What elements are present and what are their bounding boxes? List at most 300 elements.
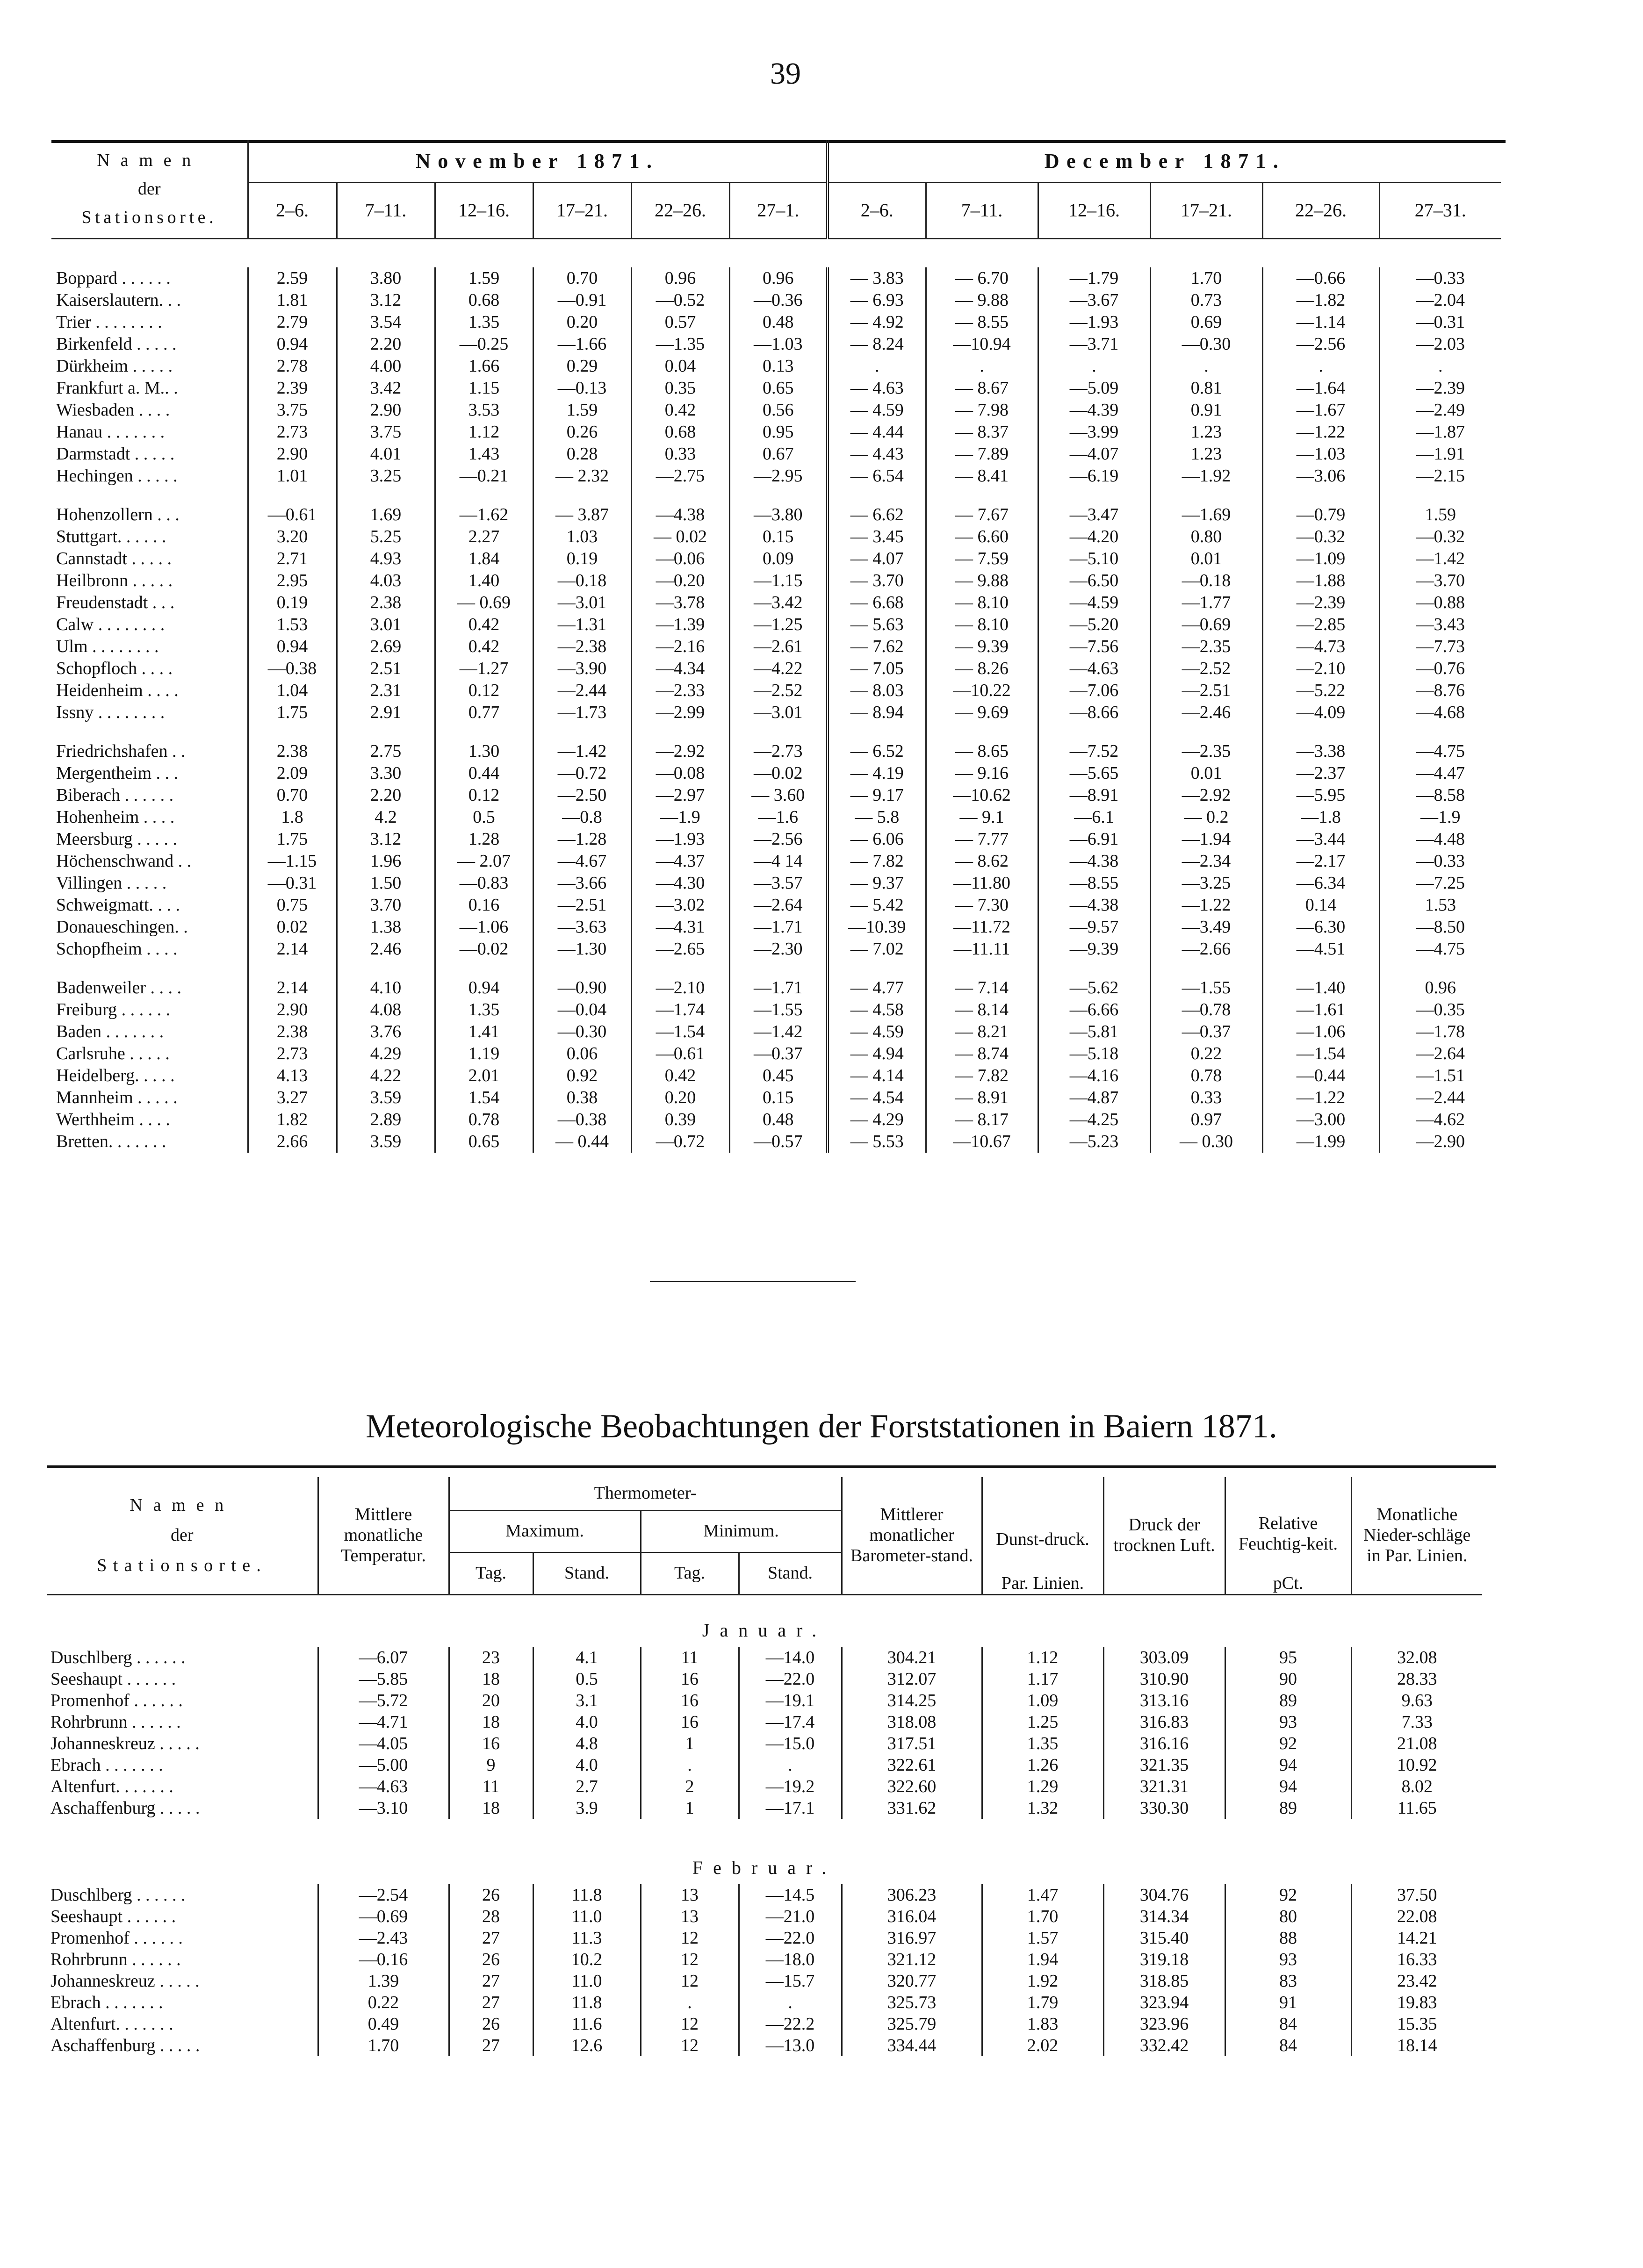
temperature-cell: —4.39 [1038,399,1150,421]
temperature-cell: —3.01 [729,702,828,724]
table-row [51,333,1501,355]
value-cell: —2.43 [318,1927,449,1949]
temperature-cell: 1.59 [533,399,631,421]
value-cell: —2.54 [318,1884,449,1906]
table-row [47,1906,1482,1927]
temperature-cell: 2.46 [337,938,435,960]
t2-mittlere-header: Mittlere monatliche Temperatur. [318,1477,449,1594]
temperature-cell: 5.25 [337,526,435,548]
temperature-cell: 0.48 [729,1109,828,1131]
temperature-cell: 3.12 [337,289,435,311]
temperature-cell: —1.22 [1262,421,1379,443]
temperature-cell: 2.38 [337,592,435,614]
temperature-cell: —2.73 [729,740,828,762]
temperature-cell: — 8.67 [926,377,1038,399]
temperature-cell: 1.8 [248,806,337,828]
temperature-cell: —1.09 [1262,548,1379,570]
value-cell: 83 [1225,1970,1351,1992]
period-header-nov: 12–16. [435,182,533,238]
station-name: Rohrbrunn . . . . . . [50,1949,181,1969]
temperature-cell: 1.75 [248,702,337,724]
table-row [51,680,1501,702]
station-name: Friedrichshafen . . [56,741,186,761]
temperature-cell: 0.96 [729,267,828,289]
temperature-cell: — 7.05 [828,658,926,680]
station-name: Kaiserslautern. . . [56,290,181,310]
t2-druck-header: Druck der trocknen Luft. [1103,1477,1225,1594]
value-cell: 1.57 [982,1927,1103,1949]
temperature-cell: —4.30 [631,872,729,894]
temperature-cell: —1.03 [729,333,828,355]
month-header-december: December 1871. [828,140,1501,182]
temperature-cell: 0.19 [533,548,631,570]
temperature-cell: 0.65 [435,1131,533,1153]
temperature-cell: 0.5 [435,806,533,828]
temperature-cell: 2.91 [337,702,435,724]
station-name: Ebrach . . . . . . . [50,1992,163,2012]
station-name: Heidenheim . . . . [56,681,179,700]
temperature-cell: —1.39 [631,614,729,636]
station-name: Wiesbaden . . . . [56,400,170,420]
temperature-cell: —8.91 [1038,784,1150,806]
temperature-cell: —1.22 [1262,1087,1379,1109]
temperature-cell: —2.44 [1379,1087,1501,1109]
value-cell: 306.23 [842,1884,982,1906]
t2-maximum-header: Maximum. [449,1510,641,1552]
temperature-cell: 2.79 [248,311,337,333]
temperature-cell: —0.18 [533,570,631,592]
value-cell: 11.8 [533,1992,641,2013]
table2-top-rule [47,1465,1496,1468]
temperature-cell: —1.28 [533,828,631,850]
temperature-cell: —3.63 [533,916,631,938]
temperature-cell: 0.35 [631,377,729,399]
t2-thermometer-header: Thermometer- [449,1477,842,1510]
temperature-cell: —0.20 [631,570,729,592]
temperature-cell: 0.39 [631,1109,729,1131]
temperature-cell: —3.70 [1379,570,1501,592]
value-cell: 0.49 [318,2013,449,2035]
temperature-cell: 0.13 [729,355,828,377]
temperature-cell: —10.39 [828,916,926,938]
temperature-cell: 1.35 [435,311,533,333]
station-name: Baden . . . . . . . [56,1022,164,1041]
temperature-cell: 0.69 [1150,311,1262,333]
temperature-cell: —9.57 [1038,916,1150,938]
temperature-cell: —1.64 [1262,377,1379,399]
station-name: Freiburg . . . . . . [56,1000,171,1019]
temperature-cell: —4.07 [1038,443,1150,465]
temperature-cell: 1.35 [435,999,533,1021]
value-cell: 1.32 [982,1797,1103,1819]
table-row [51,399,1501,421]
table-row [51,636,1501,658]
period-header-dec: 7–11. [926,182,1038,238]
temperature-cell: —2.56 [729,828,828,850]
value-cell: 1.79 [982,1992,1103,2013]
temperature-cell: — 3.70 [828,570,926,592]
value-cell: 322.60 [842,1776,982,1797]
temperature-cell: —8.66 [1038,702,1150,724]
temperature-cell: —5.20 [1038,614,1150,636]
temperature-cell: — 8.55 [926,311,1038,333]
temperature-cell: 0.56 [729,399,828,421]
temperature-cell: — 9.16 [926,762,1038,784]
temperature-cell: 0.70 [533,267,631,289]
t2-max-tag-header: Tag. [449,1552,533,1594]
temperature-cell: 3.42 [337,377,435,399]
temperature-cell: —3.66 [533,872,631,894]
temperature-cell: — 7.67 [926,504,1038,526]
temperature-cell: 3.75 [337,421,435,443]
value-cell: 331.62 [842,1797,982,1819]
value-cell: 1.70 [982,1906,1103,1927]
temperature-cell: 4.03 [337,570,435,592]
value-cell: . [641,1992,739,2013]
temperature-cell: . [828,355,926,377]
value-cell: 4.8 [533,1733,641,1754]
temperature-cell: —2.17 [1262,850,1379,872]
value-cell: 10.2 [533,1949,641,1970]
temperature-cell: —3.71 [1038,333,1150,355]
temperature-cell: —1.51 [1379,1065,1501,1087]
temperature-cell: —1.42 [1379,548,1501,570]
table-row [47,1992,1482,2013]
temperature-cell: 1.81 [248,289,337,311]
temperature-cell: 4.13 [248,1065,337,1087]
temperature-cell: — 5.63 [828,614,926,636]
value-cell: —22.0 [739,1927,842,1949]
temperature-cell: — 2.32 [533,465,631,487]
temperature-cell: 2.66 [248,1131,337,1153]
temperature-cell: —0.30 [533,1021,631,1043]
temperature-cell: 3.01 [337,614,435,636]
table-row [51,355,1501,377]
temperature-cell: —1.93 [1038,311,1150,333]
value-cell: —17.4 [739,1711,842,1733]
temperature-cell: 2.73 [248,1043,337,1065]
table-row [51,872,1501,894]
temperature-cell: —4.31 [631,916,729,938]
temperature-cell: — 9.39 [926,636,1038,658]
temperature-cell: 0.09 [729,548,828,570]
value-cell: 303.09 [1103,1647,1225,1668]
value-cell: 15.35 [1351,2013,1482,2035]
temperature-cell: 3.80 [337,267,435,289]
temperature-cell: —3.01 [533,592,631,614]
temperature-cell: 0.42 [631,399,729,421]
value-cell: 28 [449,1906,533,1927]
value-cell: 318.08 [842,1711,982,1733]
temperature-cell: 2.89 [337,1109,435,1131]
temperature-cell: — 9.17 [828,784,926,806]
temperature-cell: 1.66 [435,355,533,377]
temperature-cell: 0.94 [248,333,337,355]
temperature-cell: —4.68 [1379,702,1501,724]
temperature-cell: —5.10 [1038,548,1150,570]
temperature-cell: —4.16 [1038,1065,1150,1087]
value-cell: 27 [449,2035,533,2056]
temperature-cell: —2.50 [533,784,631,806]
table-row [47,1949,1482,1970]
temperature-cell: 0.29 [533,355,631,377]
temperature-cell: 0.26 [533,421,631,443]
temperature-cell: 1.82 [248,1109,337,1131]
value-cell: 4.0 [533,1754,641,1776]
temperature-cell: —3.78 [631,592,729,614]
temperature-cell: 1.96 [337,850,435,872]
temperature-cell: . [926,355,1038,377]
temperature-cell: —3.47 [1038,504,1150,526]
temperature-cell: 4.93 [337,548,435,570]
value-cell: 320.77 [842,1970,982,1992]
temperature-cell: 2.90 [248,999,337,1021]
temperature-cell: —3.80 [729,504,828,526]
table-row [51,658,1501,680]
temperature-cell: —1.92 [1150,465,1262,487]
temperature-cell: —1.55 [729,999,828,1021]
station-name: Schopfheim . . . . [56,939,178,959]
table-row [51,592,1501,614]
temperature-cell: —4.20 [1038,526,1150,548]
station-name: Seeshaupt . . . . . . [50,1906,176,1926]
temperature-cell: —1.82 [1262,289,1379,311]
value-cell: 334.44 [842,2035,982,2056]
temperature-cell: — 9.88 [926,570,1038,592]
temperature-cell: — 2.07 [435,850,533,872]
temperature-cell: — 7.14 [926,977,1038,999]
station-name: Heilbronn . . . . . [56,571,173,590]
value-cell: 312.07 [842,1668,982,1690]
value-cell: 323.96 [1103,2013,1225,2035]
value-cell: 37.50 [1351,1884,1482,1906]
temperature-cell: —3.49 [1150,916,1262,938]
value-cell: 11 [449,1776,533,1797]
value-cell: —5.85 [318,1668,449,1690]
value-cell: —4.71 [318,1711,449,1733]
temperature-cell: —1.27 [435,658,533,680]
temperature-cell: —1.91 [1379,443,1501,465]
separator-rule [650,1281,856,1282]
station-name: Issny . . . . . . . . [56,703,165,722]
value-cell: 11.65 [1351,1797,1482,1819]
station-name: Mannheim . . . . . [56,1088,178,1107]
temperature-cell: —4.62 [1379,1109,1501,1131]
temperature-cell: 0.92 [533,1065,631,1087]
temperature-cell: —4.38 [1038,850,1150,872]
temperature-cell: — 9.88 [926,289,1038,311]
table-row [47,1733,1482,1754]
temperature-cell: —6.91 [1038,828,1150,850]
station-name: Villingen . . . . . [56,873,167,893]
value-cell: 11.8 [533,1884,641,1906]
temperature-cell: —4.09 [1262,702,1379,724]
value-cell: 332.42 [1103,2035,1225,2056]
value-cell: 1.83 [982,2013,1103,2035]
temperature-cell: 1.15 [435,377,533,399]
temperature-cell: 2.78 [248,355,337,377]
temperature-cell: 0.67 [729,443,828,465]
station-name: Ulm . . . . . . . . [56,637,159,656]
temperature-cell: —1.73 [533,702,631,724]
temperature-cell: —4.59 [1038,592,1150,614]
temperature-cell: —2.90 [1379,1131,1501,1153]
value-cell: 12 [641,2013,739,2035]
temperature-cell: 3.59 [337,1087,435,1109]
station-name: Carlsruhe . . . . . [56,1044,170,1063]
table-row [47,1647,1482,1668]
temperature-cell: 0.14 [1262,894,1379,916]
temperature-cell: 1.40 [435,570,533,592]
table-row [51,570,1501,592]
value-cell: 1.26 [982,1754,1103,1776]
temperature-cell: 0.20 [533,311,631,333]
value-cell: —6.07 [318,1647,449,1668]
temperature-cell: 3.54 [337,311,435,333]
temperature-cell: —6.1 [1038,806,1150,828]
temperature-cell: 2.14 [248,977,337,999]
temperature-cell: —1.54 [631,1021,729,1043]
table-row [47,1690,1482,1711]
temperature-cell: 1.28 [435,828,533,850]
temperature-cell: —2.64 [729,894,828,916]
station-name: Promenhof . . . . . . [50,1928,183,1948]
temperature-cell: 4.08 [337,999,435,1021]
temperature-cell: 0.97 [1150,1109,1262,1131]
temperature-cell: —5.81 [1038,1021,1150,1043]
temperature-cell: 1.53 [1379,894,1501,916]
temperature-cell: —0.8 [533,806,631,828]
temperature-cell: 2.20 [337,784,435,806]
temperature-cell: 0.12 [435,784,533,806]
temperature-cell: —1.42 [729,1021,828,1043]
value-cell: 89 [1225,1797,1351,1819]
t2-relative-header: Relative Feuchtig-keit. pCt. [1225,1477,1351,1594]
table-row [51,916,1501,938]
temperature-cell: 1.59 [435,267,533,289]
value-cell: 9.63 [1351,1690,1482,1711]
temperature-cell: —2.99 [631,702,729,724]
table-row [51,548,1501,570]
temperature-cell: —2.10 [1262,658,1379,680]
temperature-cell: 2.38 [248,740,337,762]
value-cell: 27 [449,1927,533,1949]
group-gap [51,960,1501,977]
value-cell: 93 [1225,1949,1351,1970]
temperature-cell: —2.04 [1379,289,1501,311]
temperature-cell: 4.22 [337,1065,435,1087]
temperature-cell: — 8.41 [926,465,1038,487]
temperature-cell: —2.34 [1150,850,1262,872]
temperature-cell: 0.38 [533,1087,631,1109]
temperature-cell: —7.25 [1379,872,1501,894]
temperature-cell: —2.66 [1150,938,1262,960]
t2-niederschlaege-header: Monatliche Nieder-schläge in Par. Linien. [1351,1477,1482,1594]
temperature-cell: 0.02 [248,916,337,938]
value-cell: 16 [449,1733,533,1754]
value-cell: 2 [641,1776,739,1797]
value-cell: 91 [1225,1992,1351,2013]
station-name: Höchenschwand . . [56,851,192,871]
temperature-cell: — 8.03 [828,680,926,702]
temperature-cell: —8.55 [1038,872,1150,894]
temperature-cell: 0.75 [248,894,337,916]
period-header-nov: 27–1. [729,182,828,238]
table-row [51,614,1501,636]
temperature-cell: —1.78 [1379,1021,1501,1043]
temperature-cell: —3.99 [1038,421,1150,443]
value-cell: 1.94 [982,1949,1103,1970]
table-row [51,762,1501,784]
temperature-cell: —5.22 [1262,680,1379,702]
temperature-cell: . [1379,355,1501,377]
temperature-cell: 0.01 [1150,762,1262,784]
temperature-cell: 1.75 [248,828,337,850]
temperature-cell: —7.52 [1038,740,1150,762]
temperature-cell: — 7.30 [926,894,1038,916]
temperature-cell: —2.75 [631,465,729,487]
temperature-cell: —2.37 [1262,762,1379,784]
station-name: Heidelberg. . . . . [56,1066,175,1085]
temperature-cell: —4.87 [1038,1087,1150,1109]
temperature-cell: 2.90 [337,399,435,421]
temperature-cell: —1.9 [631,806,729,828]
table-row [51,1087,1501,1109]
t2-name-header: Namen der Stationsorte. [97,1495,267,1576]
temperature-cell: — 4.58 [828,999,926,1021]
table-row [47,1884,1482,1906]
temperature-cell: —4.25 [1038,1109,1150,1131]
temperature-cell: 2.51 [337,658,435,680]
temperature-cell: —2.65 [631,938,729,960]
forest-stations-table [47,1477,1482,2056]
temperature-cell: —4.67 [533,850,631,872]
period-header-nov: 22–26. [631,182,729,238]
temperature-cell: — 0.44 [533,1131,631,1153]
temperature-cell: —2.51 [533,894,631,916]
value-cell: 323.94 [1103,1992,1225,2013]
temperature-cell: —4.37 [631,850,729,872]
station-name: Aschaffenburg . . . . . [50,2035,200,2055]
value-cell: 321.12 [842,1949,982,1970]
table-row [51,806,1501,828]
value-cell: 16 [641,1711,739,1733]
station-name: Frankfurt a. M.. . [56,378,178,398]
station-name: Promenhof . . . . . . [50,1690,183,1710]
temperature-cell: —5.18 [1038,1043,1150,1065]
temperature-cell: 3.59 [337,1131,435,1153]
value-cell: 315.40 [1103,1927,1225,1949]
value-cell: 321.31 [1103,1776,1225,1797]
station-name: Birkenfeld . . . . . [56,334,177,354]
month-label: Februar. [692,1857,837,1878]
value-cell: 0.5 [533,1668,641,1690]
value-cell: 12 [641,1970,739,1992]
temperature-cell: —3.02 [631,894,729,916]
table2-title: Meteorologische Beobachtungen der Forststationen in Baiern 1871. [366,1407,1277,1445]
value-cell: 2.7 [533,1776,641,1797]
temperature-table-1871 [51,140,1501,1153]
temperature-cell: — 4.77 [828,977,926,999]
temperature-cell: 2.71 [248,548,337,570]
temperature-cell: 3.27 [248,1087,337,1109]
temperature-cell: 1.54 [435,1087,533,1109]
value-cell: 322.61 [842,1754,982,1776]
temperature-cell: —7.56 [1038,636,1150,658]
period-header-dec: 17–21. [1150,182,1262,238]
table-row [51,784,1501,806]
temperature-cell: — 4.94 [828,1043,926,1065]
